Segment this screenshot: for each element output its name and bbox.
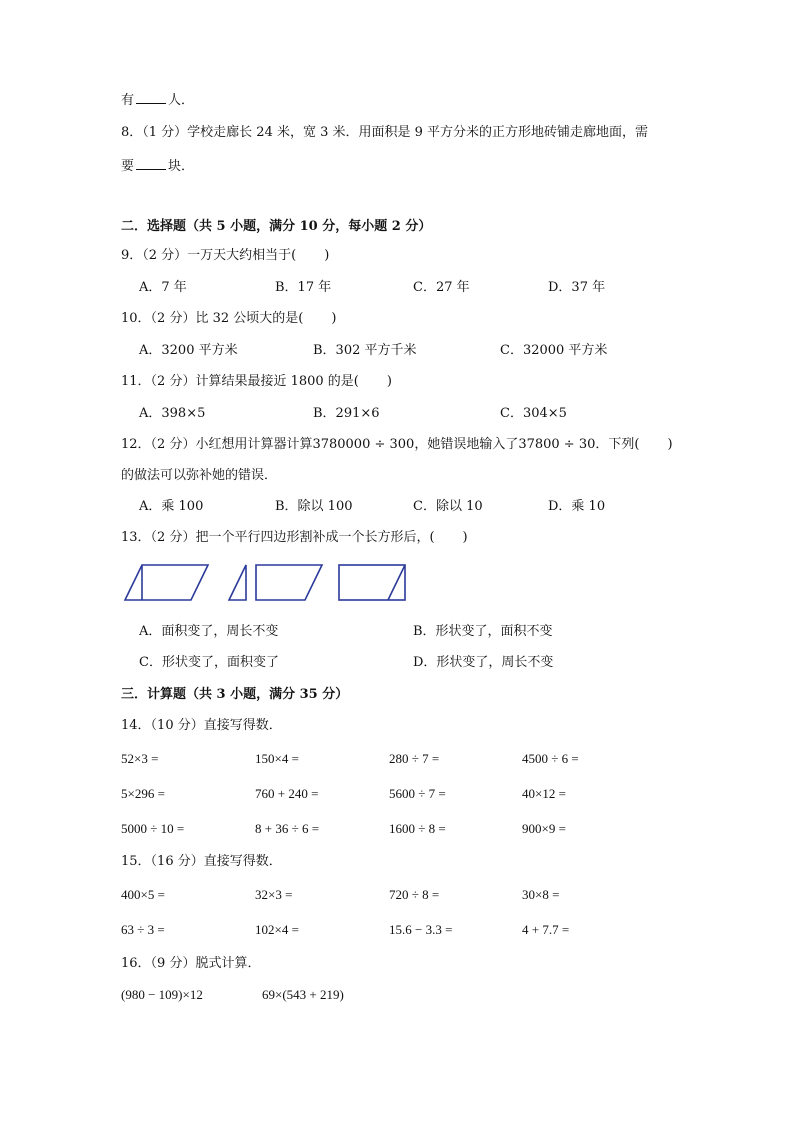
rectangle-figure <box>339 565 405 600</box>
q11-option-a[interactable]: A．398×5 <box>139 406 206 421</box>
q14-calc[interactable]: 8 + 36 ÷ 6 = <box>255 821 320 836</box>
q14-calc[interactable]: 5000 ÷ 10 = <box>121 821 185 836</box>
q13-figures <box>120 560 420 606</box>
q15-calc[interactable]: 102×4 = <box>255 922 299 937</box>
q16-expression[interactable]: (980 − 109)×12 <box>121 987 203 1002</box>
q8-line1: 8．（1 分）学校走廊长 24 米，宽 3 米．用面积是 9 平方分米的正方形地砖铺走廊地面，需 <box>121 125 649 140</box>
q14-calc[interactable]: 4500 ÷ 6 = <box>522 751 579 766</box>
q10-option-b[interactable]: B．302 平方千米 <box>313 343 417 358</box>
q10-close: ) <box>331 311 337 326</box>
q12-option-d[interactable]: D．乘 10 <box>548 499 606 514</box>
q12-option-c[interactable]: C．除以 10 <box>413 499 483 514</box>
q12-line1-text: 12．（2 分）小红想用计算器计算3780000 ÷ 300，她错误地输入了37800 ÷ 30．下列( <box>121 437 640 452</box>
q14-calc[interactable]: 52×3 = <box>121 751 159 766</box>
section-2-heading: 二．选择题（共 5 小题，满分 10 分，每小题 2 分） <box>121 219 432 234</box>
q7-tail-post: 人． <box>168 93 195 108</box>
q14-stem: 14．（10 分）直接写得数． <box>121 718 282 733</box>
q12-close: ) <box>667 437 673 452</box>
q14-calc[interactable]: 5×296 = <box>121 786 165 801</box>
q15-calc[interactable]: 720 ÷ 8 = <box>389 887 440 902</box>
q15-calc[interactable]: 4 + 7.7 = <box>522 922 570 937</box>
q13-option-d[interactable]: D．形状变了，周长不变 <box>413 655 554 670</box>
q15-calc[interactable]: 32×3 = <box>255 887 293 902</box>
q14-calc[interactable]: 900×9 = <box>522 821 566 836</box>
q11-option-c[interactable]: C．304×5 <box>500 406 567 421</box>
q12-line1 <box>121 436 673 454</box>
q11-stem <box>121 373 392 391</box>
q15-calc[interactable]: 15.6 − 3.3 = <box>389 922 453 937</box>
q13-close: ) <box>462 530 468 545</box>
q9-stem-text: 9．（2 分）一万天大约相当于( <box>121 248 297 263</box>
trapezoid-shape <box>256 565 322 600</box>
q14-calc[interactable]: 150×4 = <box>255 751 299 766</box>
q12-line2: 的做法可以弥补她的错误． <box>121 468 278 483</box>
q8-answer-blank[interactable] <box>136 156 166 170</box>
q13-option-b[interactable]: B．形状变了，面积不变 <box>413 624 553 639</box>
q10-option-a[interactable]: A．3200 平方米 <box>139 343 238 358</box>
q7-answer-blank[interactable] <box>136 90 166 104</box>
q11-stem-text: 11．（2 分）计算结果最接近 1800 的是( <box>121 374 359 389</box>
section-3-heading: 三．计算题（共 3 小题，满分 35 分） <box>121 687 349 702</box>
cut-triangle-shape <box>229 565 246 600</box>
q14-calc[interactable]: 280 ÷ 7 = <box>389 751 440 766</box>
q7-tail <box>121 90 194 110</box>
q13-stem <box>121 529 468 547</box>
q9-option-d[interactable]: D．37 年 <box>548 280 606 295</box>
trapezoid-figure <box>256 565 322 600</box>
q14-calc[interactable]: 5600 ÷ 7 = <box>389 786 446 801</box>
q13-stem-text: 13．（2 分）把一个平行四边形割补成一个长方形后，( <box>121 530 435 545</box>
rectangle-seam-line <box>388 565 405 600</box>
q8-line2-pre: 要 <box>121 159 135 174</box>
q11-close: ) <box>386 374 392 389</box>
q14-calc[interactable]: 40×12 = <box>522 786 566 801</box>
q12-option-a[interactable]: A．乘 100 <box>139 499 204 514</box>
q15-stem: 15．（16 分）直接写得数． <box>121 854 282 869</box>
q9-stem <box>121 247 329 265</box>
parallelogram-figure <box>125 565 208 600</box>
q13-option-c[interactable]: C．形状变了，面积变了 <box>139 655 279 670</box>
q16-stem: 16．（9 分）脱式计算． <box>121 956 261 971</box>
q11-option-b[interactable]: B．291×6 <box>313 406 380 421</box>
q15-calc[interactable]: 30×8 = <box>522 887 560 902</box>
q10-option-c[interactable]: C．32000 平方米 <box>500 343 608 358</box>
q9-option-c[interactable]: C．27 年 <box>413 280 470 295</box>
q8-line2 <box>121 156 194 176</box>
q14-calc[interactable]: 760 + 240 = <box>255 786 319 801</box>
q13-option-a[interactable]: A．面积变了，周长不变 <box>139 624 279 639</box>
q7-tail-pre: 有 <box>121 93 135 108</box>
q8-line2-post: 块． <box>168 159 195 174</box>
q14-calc[interactable]: 1600 ÷ 8 = <box>389 821 446 836</box>
cut-triangle-figure <box>229 565 246 600</box>
q15-calc[interactable]: 63 ÷ 3 = <box>121 922 165 937</box>
q16-expression[interactable]: 69×(543 + 219) <box>262 987 344 1002</box>
q10-stem-text: 10．（2 分）比 32 公顷大的是( <box>121 311 304 326</box>
q10-stem <box>121 310 336 328</box>
q9-option-b[interactable]: B．17 年 <box>275 280 332 295</box>
rectangle-shape <box>339 565 405 600</box>
parallelogram-shape <box>125 565 208 600</box>
q12-option-b[interactable]: B．除以 100 <box>275 499 353 514</box>
q9-close: ) <box>324 248 330 263</box>
q15-calc[interactable]: 400×5 = <box>121 887 165 902</box>
q9-option-a[interactable]: A．7 年 <box>139 280 187 295</box>
